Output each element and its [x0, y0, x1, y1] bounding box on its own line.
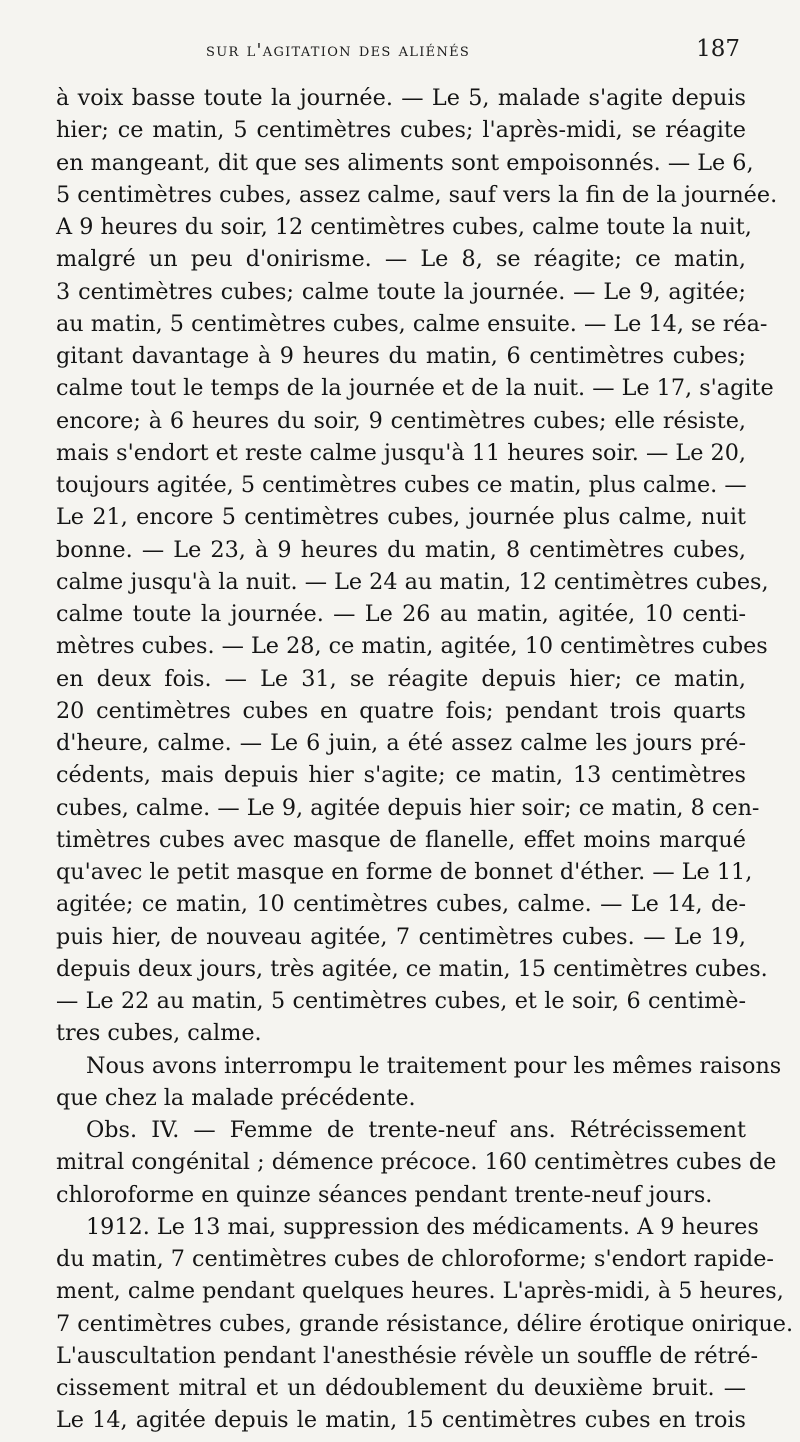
text-line: depuis deux jours, très agitée, ce matin, 15 centimètres cubes.	[56, 955, 768, 982]
text-line: chloroforme en quinze séances pendant trente-neuf jours.	[56, 1181, 713, 1208]
text-line: hier; ce matin, 5 centimètres cubes; l'après-midi, se réagite	[56, 117, 746, 144]
text-line: du matin, 7 centimètres cubes de chloroforme; s'endort rapide-	[56, 1246, 774, 1272]
text-line: en mangeant, dit que ses aliments sont empoisonnés. — Le 6,	[56, 149, 754, 176]
text-line: malgré un peu d'onirisme. — Le 8, se réagite; ce matin,	[56, 246, 746, 273]
text-line: qu'avec le petit masque en forme de bonnet d'éther. — Le 11,	[56, 859, 753, 885]
text-line: Le 21, encore 5 centimètres cubes, journée plus calme, nuit	[56, 504, 746, 531]
text-line: ment, calme pendant quelques heures. L'après-midi, à 5 heures,	[56, 1278, 784, 1305]
text-line: calme tout le temps de la journée et de la nuit. — Le 17, s'agite	[56, 375, 774, 402]
observation-heading-line: Obs. IV. — Femme de trente-neuf ans. Rétrécissement	[86, 1117, 746, 1143]
text-line: A 9 heures du soir, 12 centimètres cubes, calme toute la nuit,	[56, 214, 752, 240]
text-line: timètres cubes avec masque de flanelle, effet moins marqué	[56, 826, 746, 853]
text-line: calme jusqu'à la nuit. — Le 24 au matin, 12 centimètres cubes,	[56, 568, 769, 595]
text-line: mètres cubes. — Le 28, ce matin, agitée, 10 centimètres cubes	[56, 633, 768, 660]
text-line: cubes, calme. — Le 9, agitée depuis hier soir; ce matin, 8 cen-	[56, 794, 760, 821]
text-line: 3 centimètres cubes; calme toute la journée. — Le 9, agitée;	[56, 278, 746, 305]
text-line: en deux fois. — Le 31, se réagite depuis hier; ce matin,	[56, 665, 746, 692]
text-line: Le 14, agitée depuis le matin, 15 centimètres cubes en trois	[56, 1407, 746, 1434]
text-line: mitral congénital ; démence précoce. 160 centimètres cubes de	[56, 1149, 777, 1176]
text-line: calme toute la journée. — Le 26 au matin, agitée, 10 centi-	[56, 601, 746, 627]
text-line: puis hier, de nouveau agitée, 7 centimètres cubes. — Le 19,	[56, 923, 746, 950]
text-line: cédents, mais depuis hier s'agite; ce matin, 13 centimètres	[56, 762, 746, 789]
text-line: à voix basse toute la journée. — Le 5, malade s'agite depuis	[56, 85, 746, 111]
text-line: mais s'endort et reste calme jusqu'à 11 heures soir. — Le 20,	[56, 439, 746, 466]
text-line: au matin, 5 centimètres cubes, calme ensuite. — Le 14, se réa-	[56, 310, 768, 337]
text-line: cissement mitral et un dédoublement du deuxième bruit. —	[56, 1375, 746, 1401]
text-line: 1912. Le 13 mai, suppression des médicaments. A 9 heures	[86, 1213, 759, 1240]
text-line: agitée; ce matin, 10 centimètres cubes, calme. — Le 14, de-	[56, 891, 746, 918]
page-header	[56, 36, 746, 72]
text-line: d'heure, calme. — Le 6 juin, a été assez calme les jours pré-	[56, 730, 746, 756]
text-line: encore; à 6 heures du soir, 9 centimètres cubes; elle résiste,	[56, 407, 746, 434]
text-line: 5 centimètres cubes, assez calme, sauf vers la fin de la journée.	[56, 181, 778, 208]
text-line: tres cubes, calme.	[56, 1020, 262, 1047]
page-number: 187	[696, 36, 740, 62]
text-line: que chez la malade précédente.	[56, 1084, 416, 1111]
text-line: bonne. — Le 23, à 9 heures du matin, 8 centimètres cubes,	[56, 536, 746, 563]
text-line: — Le 22 au matin, 5 centimètres cubes, et le soir, 6 centimè-	[56, 988, 746, 1014]
text-line: 7 centimètres cubes, grande résistance, délire érotique onirique.	[56, 1310, 794, 1337]
text-line: toujours agitée, 5 centimètres cubes ce matin, plus calme. —	[56, 472, 747, 498]
text-line: gitant davantage à 9 heures du matin, 6 centimètres cubes;	[56, 343, 746, 369]
running-head: sur l'agitation des aliénés	[206, 40, 471, 61]
text-line: 20 centimètres cubes en quatre fois; pendant trois quarts	[56, 697, 746, 724]
text-line: Nous avons interrompu le traitement pour les mêmes raisons	[86, 1052, 782, 1079]
body-text	[56, 82, 794, 1437]
text-line: L'auscultation pendant l'anesthésie révèle un souffle de rétré-	[56, 1342, 759, 1369]
